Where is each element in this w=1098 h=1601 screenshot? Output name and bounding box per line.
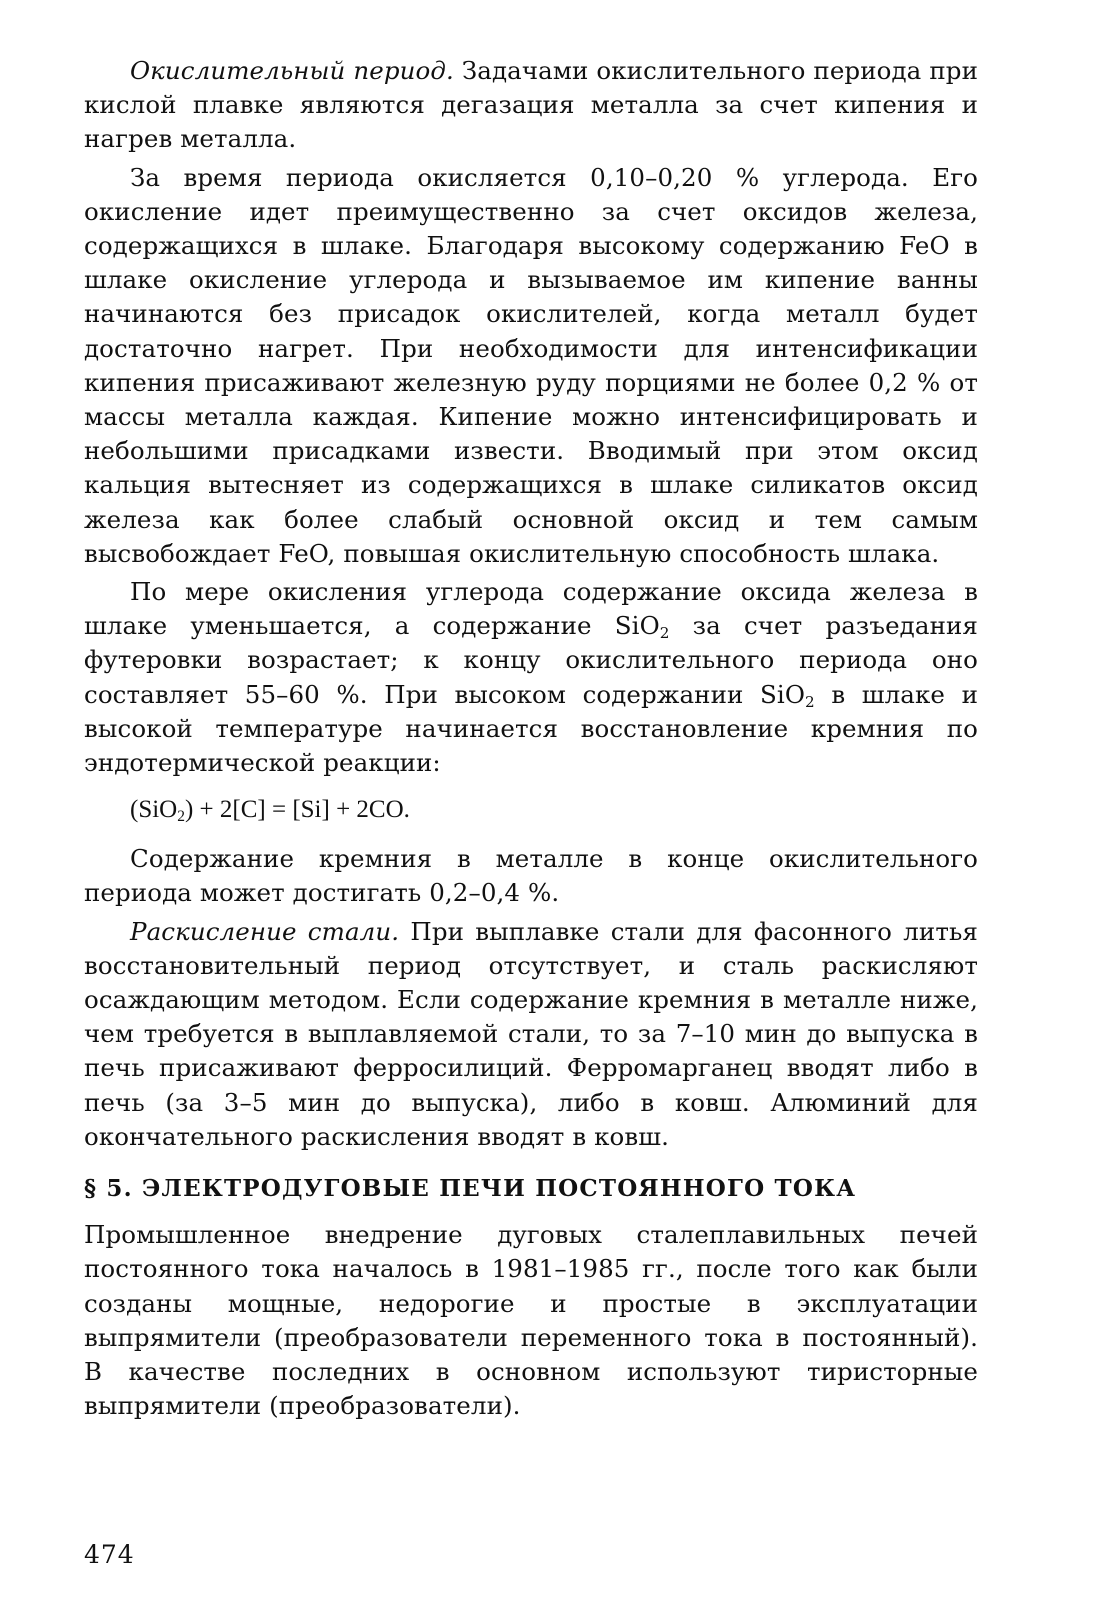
- paragraph-text: При выплавке стали для фасонного литья восстановительный период отсутствует, и сталь раскисляют осаждающим методом. Если содержание кремния в металле ниже, чем требуется в выплавляемой стали, то за 7–10 мин до выпуска в печь присаживают ферросилиций. Ферромарганец вводят либо в печь (за 3–5 мин до выпуска), либо в ковш. Алюминий для окончательного раскисления вводят в ковш.: [84, 916, 978, 1151]
- term-deoxidation: Раскисление стали.: [130, 916, 400, 946]
- paragraph-silicon-content: [84, 842, 978, 910]
- paragraph-silica-content: [84, 575, 978, 780]
- page-body: [84, 54, 978, 1427]
- subscript: 2: [659, 624, 670, 643]
- paragraph-oxidation-period: [84, 54, 978, 157]
- paragraph-deoxidation: [84, 915, 978, 1154]
- formula-part: (SiO: [130, 796, 178, 824]
- subscript: 2: [177, 808, 185, 826]
- paragraph-text: По мере окисления углерода содержание оксида железа в шлаке уменьшается, а содержание SiO: [84, 577, 978, 641]
- section-heading: § 5. ЭЛЕКТРОДУГОВЫЕ ПЕЧИ ПОСТОЯННОГО ТОКА: [84, 1175, 857, 1203]
- paragraph-carbon-oxidation: [84, 161, 978, 571]
- paragraph-text: Задачами окислительного периода при кислой плавке являются дегазация металла за счет кипения и нагрев металла.: [84, 56, 978, 154]
- term-oxidation-period: Окислительный период.: [130, 56, 454, 85]
- paragraph-text: за счет разъедания футеровки возрастает; к концу окислительного периода оно составляет 55–60 %. При высоком содержании SiO: [84, 611, 978, 709]
- paragraph-dc-furnaces: [84, 1218, 978, 1423]
- page-number: 474: [84, 1540, 135, 1569]
- paragraph-text: в шлаке и высокой температуре начинается восстановление кремния по эндотермической реакции:: [84, 679, 979, 778]
- paragraph-text: За время периода окисляется 0,10–0,20 % углерода. Его окисление идет преимущественно за счет оксидов железа, содержащихся в шлаке. Благодаря высокому содержанию FeO в шлаке окисление углерода и вызываемое им кипение ванны начинаются без присадок окислителей, когда металл будет достаточно нагрет. При необходимости для интенсификации кипения присаживают железную руду порциями не более 0,2 % от массы металла каждая. Кипение можно интенсифицировать и небольшими присадками извести. Вводимый при этом оксид кальция вытесняет из содержащихся в шлаке силикатов оксид железа как более слабый основной оксид и тем самым высвобождает FeO, повышая окислительную способность шлака.: [84, 162, 978, 568]
- paragraph-text: Промышленное внедрение дуговых сталеплавильных печей постоянного тока началось в 1981–1985 гг., после того как были созданы мощные, недорогие и простые в эксплуатации выпрямители (преобразователи переменного тока в постоянный). В качестве последних в основном используют тиристорные выпрямители (преобразователи).: [84, 1220, 978, 1421]
- paragraph-text: Содержание кремния в металле в конце окислительного периода может достигать 0,2–0,4 %.: [84, 844, 978, 908]
- subscript: 2: [805, 692, 815, 711]
- formula-part: ) + 2[C] = [Si] + 2CO.: [184, 796, 410, 824]
- reaction-formula: [130, 792, 978, 828]
